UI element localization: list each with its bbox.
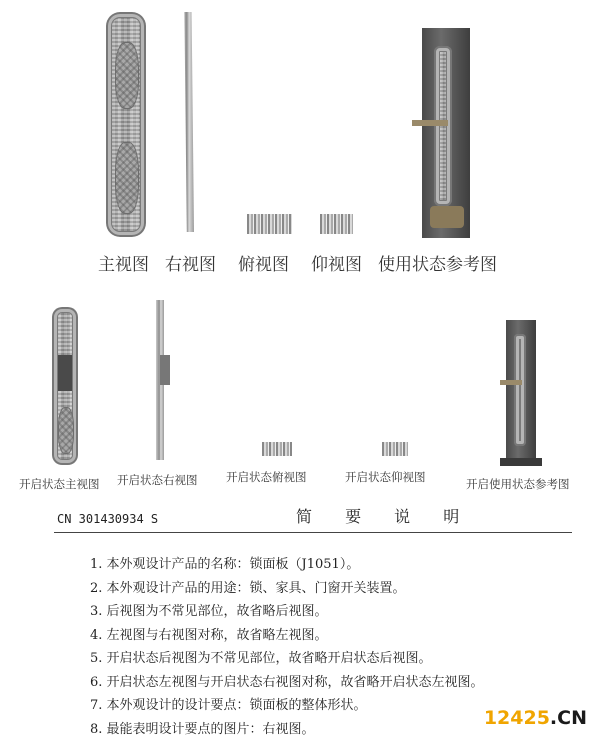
label-usage-reference: 使用状态参考图 <box>378 255 497 275</box>
notes-list <box>90 553 484 741</box>
right-view-image <box>182 12 194 232</box>
label-open-top-view: 开启状态俯视图 <box>226 470 307 484</box>
note-item: 2. 本外观设计产品的用途：锁、家具、门窗开关装置。 <box>90 580 406 596</box>
divider <box>54 532 572 533</box>
watermark-main: 12425 <box>483 707 550 729</box>
label-open-usage-reference: 开启使用状态参考图 <box>466 477 570 491</box>
bottom-view-image <box>320 214 353 234</box>
label-top-view: 俯视图 <box>238 255 289 275</box>
label-bottom-view: 仰视图 <box>311 255 362 275</box>
label-open-right-view: 开启状态右视图 <box>117 473 198 487</box>
section-title: 简 要 说 明 <box>296 507 474 526</box>
note-item: 7. 本外观设计的设计要点：锁面板的整体形状。 <box>90 698 367 713</box>
note-item: 5. 开启状态后视图为不常见部位，故省略开启状态后视图。 <box>90 651 432 666</box>
note-item: 3. 后视图为不常见部位，故省略后视图。 <box>90 604 328 619</box>
open-bottom-view-image <box>382 442 408 456</box>
open-front-view-image <box>52 307 78 465</box>
open-right-view-image <box>152 300 172 460</box>
site-watermark <box>484 707 587 729</box>
open-usage-reference-image <box>500 320 542 468</box>
usage-reference-image <box>412 28 478 238</box>
note-item: 6. 开启状态左视图与开启状态右视图对称，故省略开启状态左视图。 <box>90 674 484 690</box>
label-right-view: 右视图 <box>165 255 216 275</box>
label-front-view: 主视图 <box>98 255 149 275</box>
patent-id: CN 301430934 S <box>57 512 159 526</box>
note-item: 8. 最能表明设计要点的图片：右视图。 <box>90 721 315 737</box>
note-item: 4. 左视图与右视图对称，故省略左视图。 <box>90 627 328 643</box>
label-open-bottom-view: 开启状态仰视图 <box>345 470 426 484</box>
open-top-view-image <box>262 442 292 456</box>
note-item: 1. 本外观设计产品的名称：锁面板（J1051）。 <box>90 557 360 572</box>
label-open-front-view: 开启状态主视图 <box>19 477 100 491</box>
front-view-image <box>106 12 146 237</box>
watermark-suffix: .CN <box>549 707 587 729</box>
top-view-image <box>247 214 292 234</box>
